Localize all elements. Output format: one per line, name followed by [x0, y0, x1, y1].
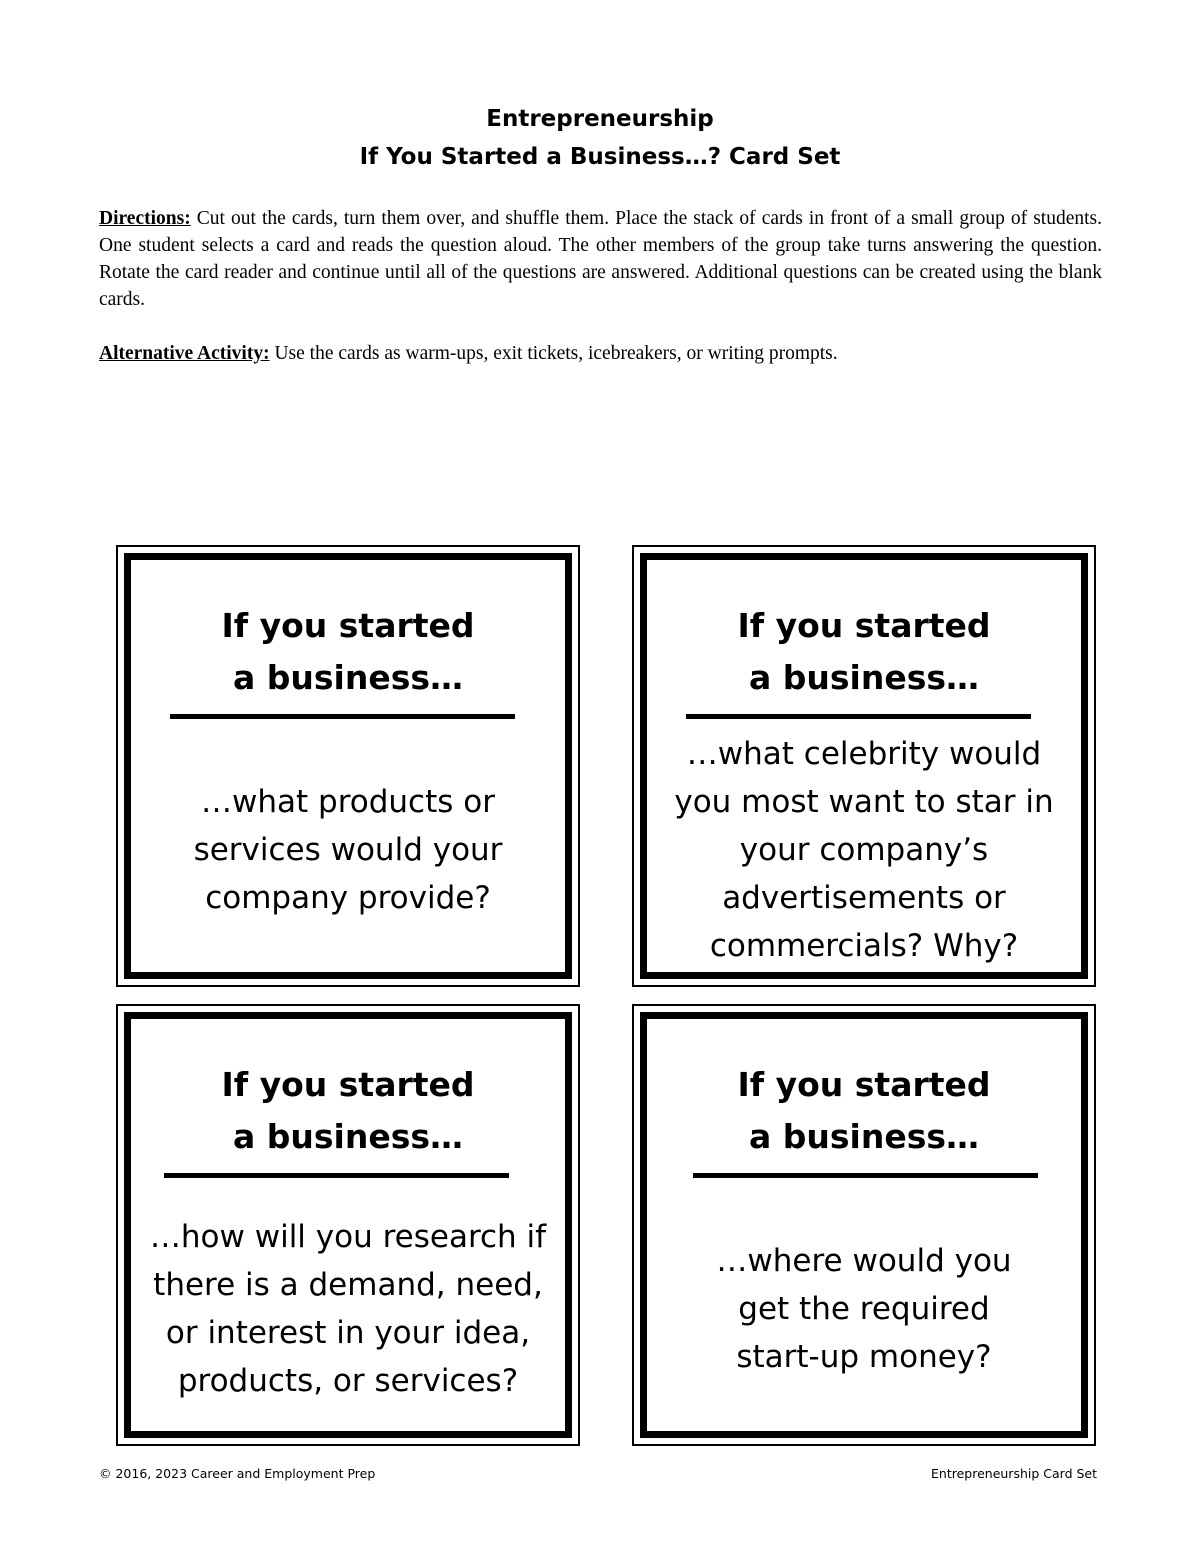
card-heading-line-1: If you started	[737, 1065, 991, 1104]
card-heading-line-2: a business…	[233, 658, 463, 697]
alternative-activity-paragraph	[99, 340, 1102, 367]
card-question	[137, 1192, 559, 1425]
card-startup-money	[632, 1004, 1096, 1446]
card-border	[124, 553, 572, 979]
card-divider	[170, 714, 515, 719]
card-divider	[693, 1173, 1038, 1178]
card-question-text: …what celebrity would you most want to star in your company’s advertisements or commercials? Why?	[674, 735, 1054, 964]
card-question	[137, 733, 559, 966]
card-heading	[131, 1059, 565, 1163]
card-divider	[164, 1173, 509, 1178]
card-heading-line-2: a business…	[749, 658, 979, 697]
card-border	[640, 1012, 1088, 1438]
card-question	[653, 733, 1075, 966]
card-research-demand	[116, 1004, 580, 1446]
footer-document-name: Entrepreneurship Card Set	[931, 1466, 1097, 1481]
card-heading-line-1: If you started	[737, 606, 991, 645]
card-question	[653, 1192, 1075, 1425]
card-heading	[647, 600, 1081, 704]
card-question-text: …where would you get the required start-up money?	[716, 1242, 1012, 1375]
card-divider	[686, 714, 1031, 719]
alternative-activity-text: Use the cards as warm-ups, exit tickets, icebreakers, or writing prompts.	[269, 343, 838, 364]
card-heading-line-2: a business…	[233, 1117, 463, 1156]
card-celebrity	[632, 545, 1096, 987]
alternative-activity-label: Alternative Activity:	[99, 343, 270, 364]
card-heading	[131, 600, 565, 704]
page-title: Entrepreneurship	[486, 106, 714, 132]
card-border	[124, 1012, 572, 1438]
footer-copyright: © 2016, 2023 Career and Employment Prep	[99, 1466, 376, 1481]
card-border	[640, 553, 1088, 979]
directions-text: Cut out the cards, turn them over, and shuffle them. Place the stack of cards in front of a small group of students. One student selects a card and reads the question aloud. The other members of the group take turns answering the question. Rotate the card reader and continue until all of the questions are answered. Additional questions can be created using the blank cards.	[99, 208, 1102, 310]
directions-label: Directions:	[99, 208, 191, 229]
card-products-services	[116, 545, 580, 987]
card-question-text: …what products or services would your company provide?	[193, 783, 503, 916]
card-heading-line-1: If you started	[221, 606, 475, 645]
card-question-text: …how will you research if there is a demand, need, or interest in your idea, products, or services?	[149, 1218, 547, 1399]
card-heading-line-2: a business…	[749, 1117, 979, 1156]
page-title-block	[0, 100, 1200, 176]
card-heading-line-1: If you started	[221, 1065, 475, 1104]
card-heading	[647, 1059, 1081, 1163]
page-subtitle: If You Started a Business…? Card Set	[359, 144, 841, 170]
directions-paragraph	[99, 205, 1102, 313]
